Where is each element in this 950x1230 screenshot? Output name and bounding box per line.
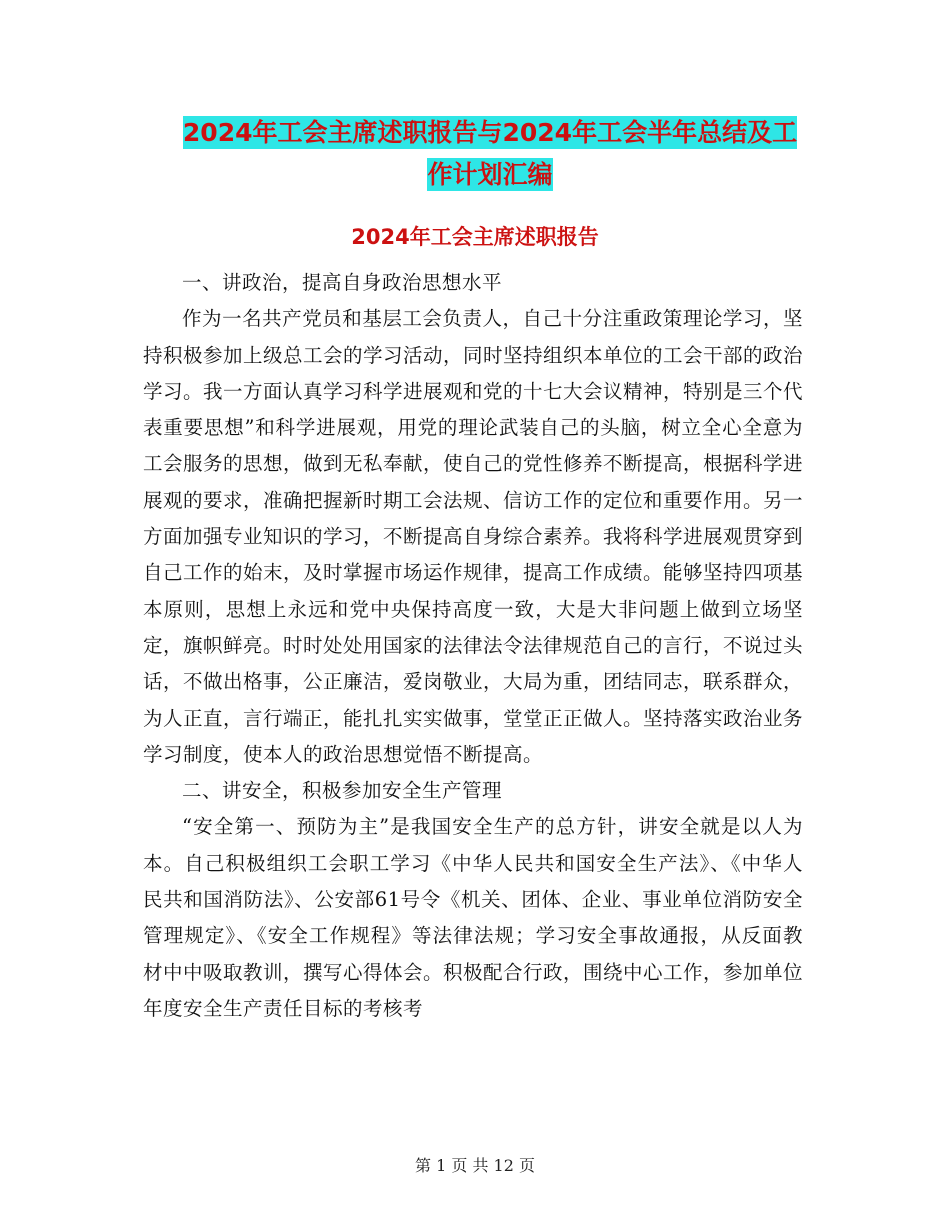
section-title: 2024年工会主席述职报告 — [351, 225, 599, 249]
paragraph-1: 作为一名共产党员和基层工会负责人，自己十分注重政策理论学习，坚持积极参加上级总工会的学习活动，同时坚持组织本单位的工会干部的政治学习。我一方面认真学习科学进展观和党的十七大会议精神，特别是三个代表重要思想”和科学进展观，用党的理论武装自己的头脑，树立全心全意为工会服务的思想，做到无私奉献，使自己的党性修养不断提高，根据科学进展观的要求，准确把握新时期工会法规、信访工作的定位和重要作用。另一方面加强专业知识的学习，不断提高自身综合素养。我将科学进展观贯穿到自己工作的始末，及时掌握市场运作规律，提高工作成绩。能够坚持四项基本原则，思想上永远和党中央保持高度一致，大是大非问题上做到立场坚定，旗帜鲜亮。时时处处用国家的法律法令法律规范自己的言行，不说过头话，不做出格事，公正廉洁，爱岗敬业，大局为重，团结同志，联系群众，为人正直，言行端正，能扎扎实实做事，堂堂正正做人。坚持落实政治业务学习制度，使本人的政治思想觉悟不断提高。 — [143, 307, 804, 766]
heading-1: 一、讲政治，提高自身政治思想水平 — [182, 271, 503, 294]
paragraph-2: “安全第一、预防为主”是我国安全生产的总方针，讲安全就是以人为本。自己积极组织工会职工学习《中华人民共和国安全生产法》、《中华人民共和国消防法》、公安部61号令《机关、团体、企业、事业单位消防安全管理规定》、《安全工作规程》等法律法规；学习安全事故通报，从反面教材中中吸取教训，撰写心得体会。积极配合行政，围绕中心工作，参加单位年度安全生产责任目标的考核考 — [143, 815, 804, 1020]
body-text — [143, 265, 803, 1027]
document-title-line-2 — [140, 152, 840, 198]
page-footer: 第 1 页 共 12 页 — [415, 1156, 535, 1175]
heading-2: 二、讲安全，积极参加安全生产管理 — [182, 779, 503, 803]
title-highlight-2: 作计划汇编 — [427, 160, 553, 189]
title-highlight-1: 2024年工会主席述职报告与2024年工会半年总结及工 — [182, 118, 798, 147]
document-title-line-1 — [140, 110, 840, 156]
